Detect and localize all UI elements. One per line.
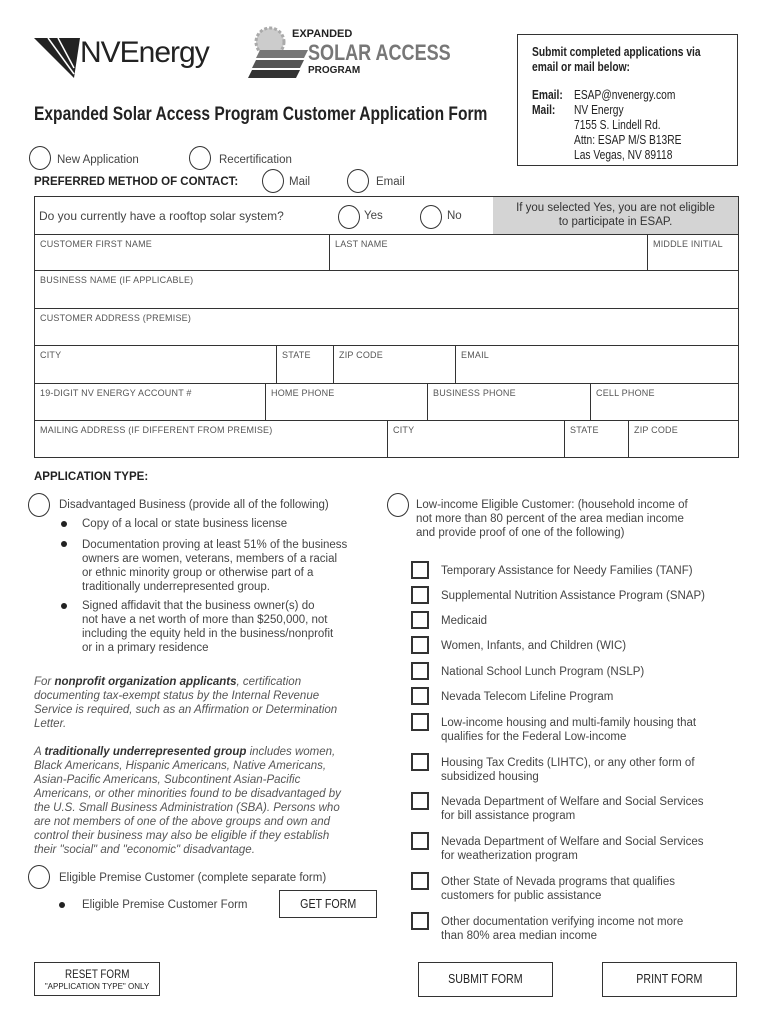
business-phone-input[interactable] xyxy=(432,401,586,417)
bullet-icon xyxy=(59,902,65,908)
rooftop-question-row: Do you currently have a rooftop solar system? Yes No If you selected Yes, you are not eligible to participate in ESAP. xyxy=(34,196,739,235)
esap-logo: EXPANDED SOLAR ACCESS PROGRAM xyxy=(248,20,433,80)
ineligible-notice: If you selected Yes, you are not eligible to participate in ESAP. xyxy=(493,197,738,234)
bullet-icon xyxy=(61,541,67,547)
mailing-city-field[interactable]: CITY xyxy=(387,420,565,458)
contact-email-radio[interactable] xyxy=(347,169,369,193)
proof-checkbox-label: Nevada Department of Welfare and Social Services for bill assistance program xyxy=(441,796,704,822)
recertification-radio[interactable] xyxy=(189,146,211,170)
proof-checkbox-label: Supplemental Nutrition Assistance Program (SNAP) xyxy=(441,590,705,602)
proof-checkbox-label: Women, Infants, and Children (WIC) xyxy=(441,640,627,652)
proof-checkbox[interactable] xyxy=(411,636,429,654)
new-application-radio[interactable] xyxy=(29,146,51,170)
mailing-address-input[interactable] xyxy=(39,438,383,454)
middle-initial-input[interactable] xyxy=(652,251,734,267)
home-phone-field[interactable]: HOME PHONE xyxy=(265,383,428,421)
cell-phone-input[interactable] xyxy=(595,401,734,417)
proof-checkbox-label: Housing Tax Credits (LIHTC), or any other form of subsidized housing xyxy=(441,757,695,783)
zip-field[interactable]: ZIP CODE xyxy=(333,345,456,384)
customer-address-input[interactable] xyxy=(39,326,734,342)
proof-checkbox-label: Nevada Telecom Lifeline Program xyxy=(441,691,614,703)
nv-energy-logo xyxy=(34,34,224,84)
email-input[interactable] xyxy=(460,364,734,380)
city-field[interactable]: CITY xyxy=(34,345,277,384)
email-field[interactable]: EMAIL xyxy=(455,345,739,384)
eligible-premise-radio[interactable] xyxy=(28,865,50,889)
state-input[interactable] xyxy=(281,364,329,380)
nonprofit-note: For nonprofit organization applicants, certification documenting tax-exempt status by the Internal Revenue Service is required, such as an Affirmation or Determination Letter. xyxy=(34,676,338,730)
state-field[interactable]: STATE xyxy=(276,345,334,384)
submit-form-button[interactable]: SUBMIT FORM xyxy=(418,962,553,997)
account-number-input[interactable] xyxy=(39,401,261,417)
proof-checkbox-label: Nevada Department of Welfare and Social Services for weatherization program xyxy=(441,836,704,862)
proof-checkbox[interactable] xyxy=(411,832,429,850)
proof-checkbox[interactable] xyxy=(411,586,429,604)
rooftop-no-radio[interactable] xyxy=(420,205,442,229)
nv-energy-wordmark: NVEnergy xyxy=(80,36,209,69)
proof-checkbox[interactable] xyxy=(411,662,429,680)
proof-checkbox[interactable] xyxy=(411,713,429,731)
submit-email: ESAP@nvenergy.com xyxy=(574,88,676,102)
mailing-state-input[interactable] xyxy=(569,438,624,454)
mailing-zip-input[interactable] xyxy=(633,438,734,454)
proof-checkbox-label: Other documentation verifying income not more than 80% area median income xyxy=(441,916,684,942)
submit-info-box: Submit completed applications via email or mail below: Email: Mail: ESAP@nvenergy.com NV Energy 7155 S. Lindell Rd. Attn: ESAP M/S B13RE Las Vegas, NV 89118 xyxy=(517,34,738,166)
proof-checkbox[interactable] xyxy=(411,611,429,629)
proof-checkbox-label: Temporary Assistance for Needy Families (TANF) xyxy=(441,565,693,577)
proof-checkbox[interactable] xyxy=(411,872,429,890)
print-form-button[interactable]: PRINT FORM xyxy=(602,962,737,997)
last-name-input[interactable] xyxy=(334,251,643,267)
mailing-city-input[interactable] xyxy=(392,438,560,454)
bullet-icon xyxy=(61,603,67,609)
home-phone-input[interactable] xyxy=(270,401,423,417)
reset-form-button[interactable]: RESET FORM "APPLICATION TYPE" ONLY xyxy=(34,962,160,996)
mailing-address-field[interactable]: MAILING ADDRESS (IF DIFFERENT FROM PREMISE) xyxy=(34,420,388,458)
mailing-state-field[interactable]: STATE xyxy=(564,420,629,458)
first-name-input[interactable] xyxy=(39,251,325,267)
first-name-field[interactable]: CUSTOMER FIRST NAME xyxy=(34,234,330,271)
zip-input[interactable] xyxy=(338,364,451,380)
underrepresented-note: A traditionally underrepresented group includes women, Black Americans, Hispanic Americans, Native Americans, Asian-Pacific Americans, Subcontinent Asian-Pacific Americans, or other minorities found to be disadvantaged by the U.S. Small Business Administration (SBA). Persons who are not members of one of the above groups and own and control their business may also be eligible if they establish their "social" and "economic" disadvantage. xyxy=(34,746,341,856)
rooftop-yes-radio[interactable] xyxy=(338,205,360,229)
proof-checkbox[interactable] xyxy=(411,792,429,810)
middle-initial-field[interactable]: MIDDLE INITIAL xyxy=(647,234,739,271)
proof-checkbox[interactable] xyxy=(411,561,429,579)
disadvantaged-business-radio[interactable] xyxy=(28,493,50,517)
proof-checkbox-label: Low-income housing and multi-family housing that qualifies for the Federal Low-income xyxy=(441,717,697,743)
proof-checkbox[interactable] xyxy=(411,687,429,705)
business-phone-field[interactable]: BUSINESS PHONE xyxy=(427,383,591,421)
cell-phone-field[interactable]: CELL PHONE xyxy=(590,383,739,421)
low-income-radio[interactable] xyxy=(387,493,409,517)
mailing-zip-field[interactable]: ZIP CODE xyxy=(628,420,739,458)
business-name-input[interactable] xyxy=(39,289,734,305)
proof-checkbox[interactable] xyxy=(411,912,429,930)
proof-checkbox-label: National School Lunch Program (NSLP) xyxy=(441,666,645,678)
city-input[interactable] xyxy=(39,364,272,380)
last-name-field[interactable]: LAST NAME xyxy=(329,234,648,271)
nv-triangle-icon xyxy=(34,34,82,82)
account-number-field[interactable]: 19-DIGIT NV ENERGY ACCOUNT # xyxy=(34,383,266,421)
proof-checkbox-label: Other State of Nevada programs that qualifies customers for public assistance xyxy=(441,876,675,902)
contact-mail-radio[interactable] xyxy=(262,169,284,193)
bullet-icon xyxy=(61,521,67,527)
proof-checkbox-label: Medicaid xyxy=(441,615,488,627)
get-form-button[interactable]: GET FORM xyxy=(279,890,377,918)
application-type-heading: APPLICATION TYPE: xyxy=(34,471,149,483)
business-name-field[interactable]: BUSINESS NAME (IF APPLICABLE) xyxy=(34,270,739,309)
customer-address-field[interactable]: CUSTOMER ADDRESS (PREMISE) xyxy=(34,308,739,346)
page-title: Expanded Solar Access Program Customer Application Form xyxy=(34,104,488,125)
proof-checkbox[interactable] xyxy=(411,753,429,771)
